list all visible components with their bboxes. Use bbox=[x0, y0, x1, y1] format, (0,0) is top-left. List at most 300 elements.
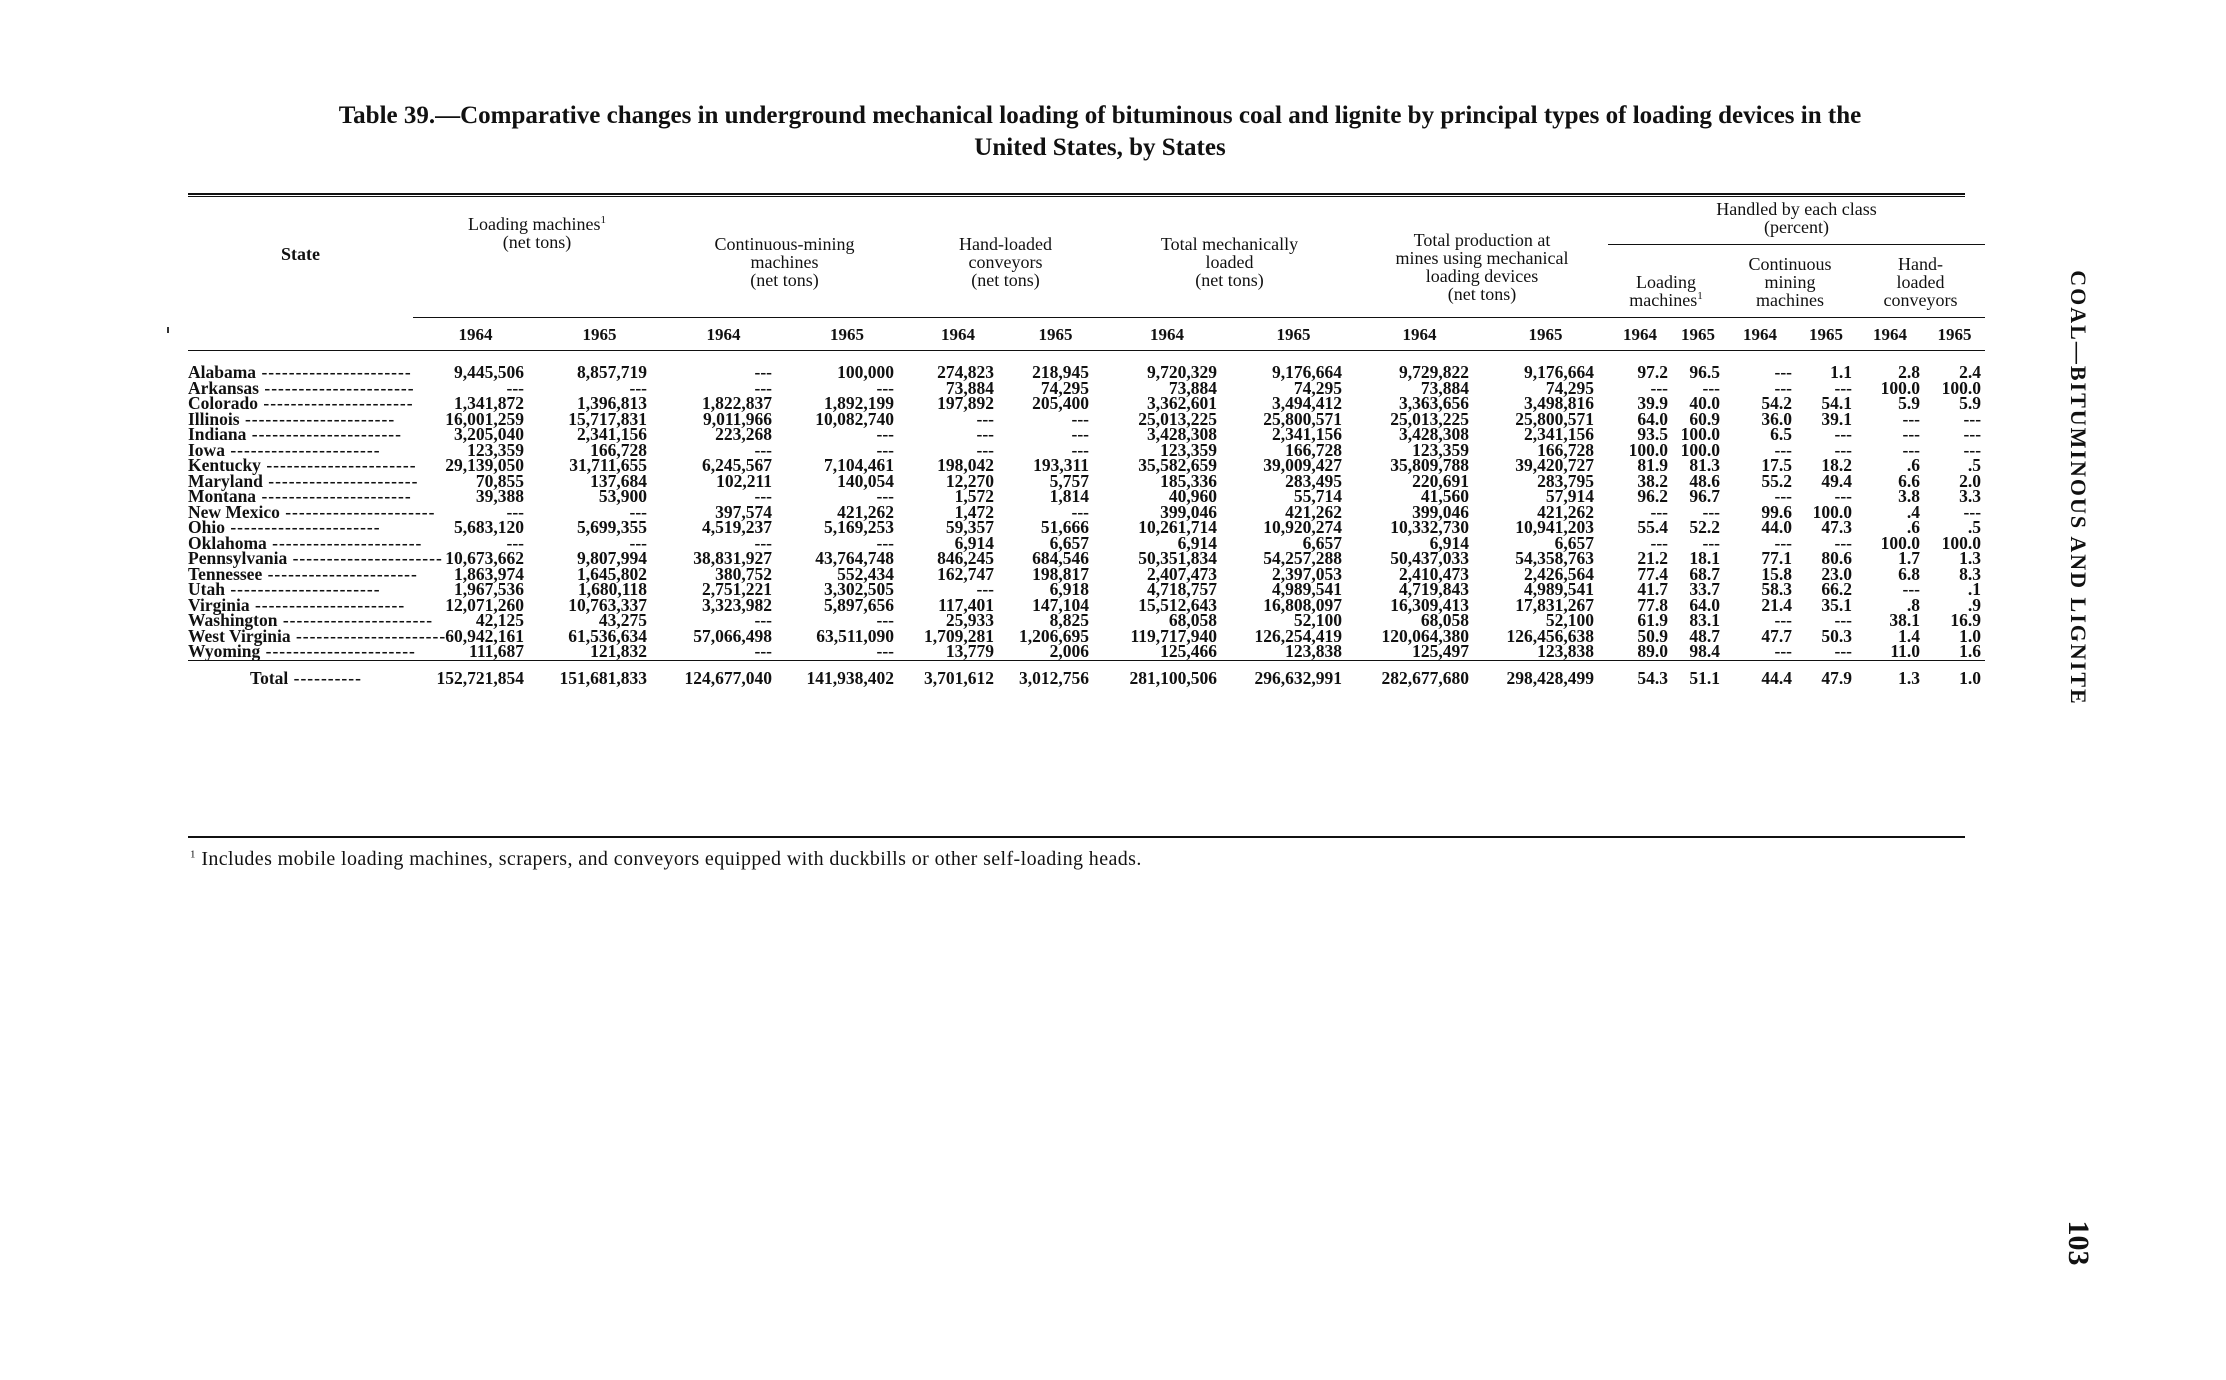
value-cell: 1,863,974 bbox=[454, 563, 524, 584]
value-cell: 35,582,659 bbox=[1138, 455, 1217, 475]
value-cell: 8,857,719 bbox=[577, 362, 647, 382]
value-cell: 2,341,156 bbox=[1272, 424, 1342, 444]
value-cell: 55.4 bbox=[1637, 517, 1668, 537]
value-cell: --- bbox=[1834, 439, 1852, 460]
value-cell: --- bbox=[1834, 610, 1852, 630]
value-cell: --- bbox=[1650, 377, 1668, 398]
value-cell: 5,683,120 bbox=[454, 517, 524, 537]
value-cell: 21.4 bbox=[1761, 594, 1792, 615]
value-cell: 1.6 bbox=[1959, 641, 1982, 661]
table-row bbox=[188, 351, 1985, 381]
value-cell: --- bbox=[1774, 486, 1792, 506]
value-cell: 282,677,680 bbox=[1356, 660, 1483, 692]
value-cell: 100.0 bbox=[1880, 532, 1920, 553]
value-cell: --- bbox=[976, 408, 994, 429]
year-1964-header: 1964 bbox=[1103, 318, 1231, 351]
state-cell: Illinois ---------------------- bbox=[188, 408, 396, 429]
value-cell: --- bbox=[1774, 377, 1792, 398]
value-cell: 96.2 bbox=[1637, 486, 1668, 506]
value-cell: 98.4 bbox=[1689, 641, 1720, 661]
year-1965-header: 1965 bbox=[1231, 318, 1356, 351]
value-cell: 74,295 bbox=[1293, 377, 1342, 398]
value-cell: 47.3 bbox=[1821, 517, 1852, 537]
year-1964-header: 1964 bbox=[908, 318, 1008, 351]
value-cell: --- bbox=[629, 377, 647, 398]
value-cell: 1,206,695 bbox=[1019, 625, 1089, 646]
value-cell: 10,941,203 bbox=[1515, 517, 1594, 537]
value-cell: 2,410,473 bbox=[1399, 563, 1469, 584]
value-cell: 43,764,748 bbox=[815, 548, 894, 568]
value-cell: --- bbox=[1963, 408, 1982, 429]
value-cell: 47.9 bbox=[1796, 660, 1856, 692]
value-cell: 43,275 bbox=[598, 610, 647, 630]
value-cell: --- bbox=[876, 424, 894, 444]
value-cell: 39.9 bbox=[1637, 393, 1668, 413]
value-cell: 96.7 bbox=[1689, 486, 1720, 506]
value-cell: 1.1 bbox=[1830, 362, 1852, 382]
value-cell: --- bbox=[1902, 408, 1920, 429]
year-1965-header: 1965 bbox=[1924, 318, 1985, 351]
value-cell: --- bbox=[1774, 532, 1792, 553]
value-cell: 33.7 bbox=[1689, 579, 1720, 599]
value-cell: 117,401 bbox=[938, 594, 994, 615]
value-cell: 6.5 bbox=[1770, 424, 1792, 444]
data-table-container bbox=[188, 198, 1982, 692]
bottom-rule bbox=[188, 836, 1965, 838]
value-cell: 6.6 bbox=[1898, 470, 1920, 491]
state-cell: Montana ---------------------- bbox=[188, 486, 412, 506]
table-title bbox=[180, 100, 2020, 164]
value-cell: 41,560 bbox=[1420, 486, 1469, 506]
value-cell: 198,042 bbox=[937, 455, 994, 475]
value-cell: 61.9 bbox=[1637, 610, 1668, 630]
top-rule-inner bbox=[188, 196, 1965, 197]
percent-group-header: Handled by each class (percent) bbox=[1608, 198, 1985, 245]
value-cell: 2,426,564 bbox=[1524, 563, 1594, 584]
value-cell: 25,013,225 bbox=[1390, 408, 1469, 429]
state-cell: Pennsylvania ---------------------- bbox=[188, 548, 443, 568]
year-1965-header: 1965 bbox=[538, 318, 661, 351]
value-cell: 64.0 bbox=[1689, 594, 1720, 615]
value-cell: --- bbox=[754, 362, 772, 382]
value-cell: --- bbox=[1963, 424, 1982, 444]
value-cell: 63,511,090 bbox=[816, 625, 894, 646]
value-cell: 38.2 bbox=[1637, 470, 1668, 491]
value-cell: 1,709,281 bbox=[924, 625, 994, 646]
year-1964-header: 1964 bbox=[413, 318, 538, 351]
value-cell: 4,718,757 bbox=[1147, 579, 1217, 599]
value-cell: 6.8 bbox=[1898, 563, 1920, 584]
state-cell: Total ---------- bbox=[188, 660, 413, 692]
value-cell: 6,914 bbox=[1429, 532, 1469, 553]
year-1965-header: 1965 bbox=[1672, 318, 1724, 351]
value-cell: .5 bbox=[1967, 517, 1982, 537]
value-cell: 2.8 bbox=[1898, 362, 1920, 382]
value-cell: --- bbox=[976, 439, 994, 460]
value-cell: 50.3 bbox=[1821, 625, 1852, 646]
value-cell: 100.0 bbox=[1812, 501, 1852, 522]
value-cell: 7,104,461 bbox=[824, 455, 894, 475]
value-cell: --- bbox=[876, 641, 894, 661]
table-title-line1: Table 39.—Comparative changes in underground mechanical loading of bituminous coal and lignite by principal types of loading devices in the bbox=[338, 102, 1862, 129]
value-cell: 5.9 bbox=[1898, 393, 1920, 413]
data-table bbox=[188, 198, 1985, 692]
value-cell: 31,711,655 bbox=[569, 455, 647, 475]
value-cell: 38,831,927 bbox=[693, 548, 772, 568]
value-cell: 54.3 bbox=[1608, 660, 1672, 692]
value-cell: 3,498,816 bbox=[1524, 393, 1594, 413]
value-cell: .5 bbox=[1967, 455, 1982, 475]
value-cell: 151,681,833 bbox=[538, 660, 661, 692]
state-cell: Tennessee ---------------------- bbox=[188, 563, 418, 584]
value-cell: 15.8 bbox=[1761, 563, 1792, 584]
year-1964-header: 1964 bbox=[1356, 318, 1483, 351]
value-cell: 49.4 bbox=[1821, 470, 1852, 491]
state-cell: Ohio ---------------------- bbox=[188, 517, 381, 537]
value-cell: 47.7 bbox=[1761, 625, 1792, 646]
value-cell: 9,445,506 bbox=[454, 362, 524, 382]
value-cell: 421,262 bbox=[1285, 501, 1342, 522]
value-cell: 25,800,571 bbox=[1263, 408, 1342, 429]
value-cell: 15,717,831 bbox=[568, 408, 647, 429]
value-cell: 3.8 bbox=[1898, 486, 1920, 506]
value-cell: 53,900 bbox=[598, 486, 647, 506]
value-cell: 8.3 bbox=[1959, 563, 1982, 584]
value-cell: --- bbox=[976, 579, 994, 599]
value-cell: 17,831,267 bbox=[1515, 594, 1594, 615]
value-cell: 220,691 bbox=[1412, 470, 1469, 491]
value-cell: 100.0 bbox=[1628, 439, 1668, 460]
value-cell: 121,832 bbox=[590, 641, 647, 661]
value-cell: 3,428,308 bbox=[1147, 424, 1217, 444]
value-cell: --- bbox=[1834, 532, 1852, 553]
value-cell: 283,495 bbox=[1285, 470, 1342, 491]
value-cell: 4,989,541 bbox=[1272, 579, 1342, 599]
value-cell: --- bbox=[876, 610, 894, 630]
value-cell: 2,341,156 bbox=[1524, 424, 1594, 444]
value-cell: --- bbox=[1834, 377, 1852, 398]
value-cell: 197,892 bbox=[937, 393, 994, 413]
value-cell: 166,728 bbox=[1285, 439, 1342, 460]
value-cell: 162,747 bbox=[937, 563, 994, 584]
pct-continuous-header: Continuous mining machines bbox=[1748, 254, 1832, 310]
value-cell: 18.2 bbox=[1821, 455, 1852, 475]
value-cell: 6,914 bbox=[954, 532, 994, 553]
value-cell: 185,336 bbox=[1160, 470, 1217, 491]
value-cell: --- bbox=[1834, 424, 1852, 444]
value-cell: 23.0 bbox=[1821, 563, 1852, 584]
value-cell: 2.0 bbox=[1959, 470, 1982, 491]
value-cell: --- bbox=[506, 532, 524, 553]
value-cell: --- bbox=[754, 377, 772, 398]
year-header-row bbox=[188, 318, 1985, 351]
value-cell: 1.7 bbox=[1898, 548, 1920, 568]
value-cell: 1,572 bbox=[954, 486, 994, 506]
year-1964-header: 1964 bbox=[1856, 318, 1924, 351]
value-cell: --- bbox=[976, 424, 994, 444]
value-cell: 41.7 bbox=[1637, 579, 1668, 599]
footnote-mark: 1 bbox=[190, 848, 196, 861]
pct-hand-header: Hand-loaded conveyors bbox=[1883, 254, 1958, 310]
value-cell: .1 bbox=[1967, 579, 1982, 599]
value-cell: 296,632,991 bbox=[1231, 660, 1356, 692]
value-cell: 3.3 bbox=[1959, 486, 1982, 506]
value-cell: --- bbox=[1071, 424, 1089, 444]
table-title-line2: United States, by States bbox=[974, 134, 1226, 161]
value-cell: 198,817 bbox=[1032, 563, 1089, 584]
value-cell: 10,261,714 bbox=[1138, 517, 1217, 537]
value-cell: 36.0 bbox=[1761, 408, 1792, 429]
value-cell: 50,351,834 bbox=[1138, 548, 1217, 568]
value-cell: --- bbox=[1774, 439, 1792, 460]
value-cell: --- bbox=[754, 486, 772, 506]
value-cell: --- bbox=[629, 501, 647, 522]
value-cell: 6,914 bbox=[1177, 532, 1217, 553]
value-cell: 1,822,837 bbox=[702, 393, 772, 413]
footnote bbox=[190, 848, 1142, 871]
value-cell: 283,795 bbox=[1537, 470, 1594, 491]
value-cell: --- bbox=[1963, 439, 1982, 460]
value-cell: 12,071,260 bbox=[445, 594, 524, 615]
value-cell: 5,699,355 bbox=[577, 517, 647, 537]
value-cell: --- bbox=[1902, 579, 1920, 599]
value-cell: 100.0 bbox=[1941, 532, 1982, 553]
state-cell: New Mexico ---------------------- bbox=[188, 501, 436, 522]
value-cell: 125,466 bbox=[1160, 641, 1217, 661]
value-cell: 5,897,656 bbox=[824, 594, 894, 615]
value-cell: .9 bbox=[1967, 594, 1982, 615]
value-cell: 9,807,994 bbox=[577, 548, 647, 568]
value-cell: 59,357 bbox=[945, 517, 994, 537]
state-cell: Utah ---------------------- bbox=[188, 579, 381, 599]
value-cell: 124,677,040 bbox=[661, 660, 786, 692]
value-cell: 421,262 bbox=[837, 501, 894, 522]
value-cell: 6,918 bbox=[1049, 579, 1089, 599]
value-cell: 57,066,498 bbox=[693, 625, 772, 646]
value-cell: --- bbox=[1702, 501, 1720, 522]
value-cell: 60.9 bbox=[1689, 408, 1720, 429]
value-cell: 152,721,854 bbox=[413, 660, 538, 692]
value-cell: 1,396,813 bbox=[577, 393, 647, 413]
value-cell: 141,938,402 bbox=[786, 660, 908, 692]
value-cell: 2.4 bbox=[1959, 362, 1982, 382]
value-cell: 29,139,050 bbox=[445, 455, 524, 475]
value-cell: 68,058 bbox=[1168, 610, 1217, 630]
total-production-header: Total production at mines using mechanical loading devices (net tons) bbox=[1395, 230, 1569, 304]
value-cell: --- bbox=[1902, 424, 1920, 444]
value-cell: 81.9 bbox=[1637, 455, 1668, 475]
value-cell: 25,933 bbox=[945, 610, 994, 630]
continuous-mining-header: Continuous-mining machines (net tons) bbox=[714, 234, 855, 290]
value-cell: 66.2 bbox=[1821, 579, 1852, 599]
state-cell: Washington ---------------------- bbox=[188, 610, 434, 630]
value-cell: 61,536,634 bbox=[568, 625, 647, 646]
value-cell: 51.1 bbox=[1672, 660, 1724, 692]
value-cell: 89.0 bbox=[1637, 641, 1668, 661]
year-1965-header: 1965 bbox=[1483, 318, 1608, 351]
value-cell: 25,013,225 bbox=[1138, 408, 1217, 429]
value-cell: --- bbox=[876, 486, 894, 506]
value-cell: 73,884 bbox=[1168, 377, 1217, 398]
value-cell: --- bbox=[1774, 362, 1792, 382]
value-cell: 166,728 bbox=[590, 439, 647, 460]
header-group-row bbox=[188, 198, 1985, 245]
value-cell: 1.0 bbox=[1959, 625, 1982, 646]
value-cell: 100.0 bbox=[1680, 439, 1720, 460]
value-cell: 52,100 bbox=[1293, 610, 1342, 630]
value-cell: 3,302,505 bbox=[824, 579, 894, 599]
value-cell: 421,262 bbox=[1537, 501, 1594, 522]
value-cell: 552,434 bbox=[837, 563, 894, 584]
value-cell: 73,884 bbox=[1420, 377, 1469, 398]
value-cell: 5,169,253 bbox=[824, 517, 894, 537]
hand-loaded-header: Hand-loaded conveyors (net tons) bbox=[959, 234, 1052, 290]
value-cell: --- bbox=[1774, 610, 1792, 630]
value-cell: 399,046 bbox=[1160, 501, 1217, 522]
value-cell: 60,942,161 bbox=[445, 625, 524, 646]
value-cell: 39.1 bbox=[1821, 408, 1852, 429]
value-cell: 13,779 bbox=[945, 641, 994, 661]
value-cell: 74,295 bbox=[1545, 377, 1594, 398]
state-cell: Maryland ---------------------- bbox=[188, 470, 419, 491]
value-cell: --- bbox=[876, 439, 894, 460]
value-cell: 2,751,221 bbox=[702, 579, 772, 599]
pct-loading-header: Loading machines$^1$ bbox=[1629, 272, 1703, 310]
value-cell: 6,245,567 bbox=[702, 455, 772, 475]
value-cell: 846,245 bbox=[937, 548, 994, 568]
value-cell: 68.7 bbox=[1689, 563, 1720, 584]
value-cell: 48.6 bbox=[1689, 470, 1720, 491]
value-cell: 1,892,199 bbox=[824, 393, 894, 413]
value-cell: 3,205,040 bbox=[454, 424, 524, 444]
value-cell: 38.1 bbox=[1889, 610, 1920, 630]
value-cell: --- bbox=[1650, 501, 1668, 522]
value-cell: 205,400 bbox=[1032, 393, 1089, 413]
value-cell: 99.6 bbox=[1761, 501, 1792, 522]
year-1965-header: 1965 bbox=[1796, 318, 1856, 351]
value-cell: 100.0 bbox=[1880, 377, 1920, 398]
loading-machines-header: Loading machines$^1$ (net tons) bbox=[468, 214, 606, 252]
value-cell: 25,800,571 bbox=[1515, 408, 1594, 429]
value-cell: 1,680,118 bbox=[577, 579, 647, 599]
value-cell: 5,757 bbox=[1049, 470, 1089, 491]
value-cell: 3,494,412 bbox=[1272, 393, 1342, 413]
value-cell: 44.4 bbox=[1724, 660, 1796, 692]
value-cell: 3,323,982 bbox=[702, 594, 772, 615]
state-cell: Alabama ---------------------- bbox=[188, 362, 412, 382]
value-cell: 140,054 bbox=[837, 470, 894, 491]
value-cell: 54.1 bbox=[1821, 393, 1852, 413]
value-cell: 100.0 bbox=[1680, 424, 1720, 444]
value-cell: 397,574 bbox=[715, 501, 772, 522]
value-cell: 100.0 bbox=[1941, 377, 1982, 398]
value-cell: --- bbox=[1834, 641, 1852, 661]
value-cell: 9,729,822 bbox=[1399, 362, 1469, 382]
value-cell: --- bbox=[1071, 408, 1089, 429]
year-1964-header: 1964 bbox=[661, 318, 786, 351]
value-cell: 6,657 bbox=[1049, 532, 1089, 553]
value-cell: 2,397,053 bbox=[1272, 563, 1342, 584]
value-cell: 123,838 bbox=[1537, 641, 1594, 661]
value-cell: 70,855 bbox=[475, 470, 524, 491]
value-cell: 9,011,966 bbox=[702, 408, 772, 429]
value-cell: 100,000 bbox=[837, 362, 894, 382]
total-mechanically-loaded-header: Total mechanically loaded (net tons) bbox=[1160, 234, 1299, 290]
value-cell: 10,920,274 bbox=[1263, 517, 1342, 537]
value-cell: 35.1 bbox=[1821, 594, 1852, 615]
value-cell: --- bbox=[506, 377, 524, 398]
value-cell: 73,884 bbox=[945, 377, 994, 398]
value-cell: 298,428,499 bbox=[1483, 660, 1608, 692]
value-cell: --- bbox=[1902, 439, 1920, 460]
value-cell: .6 bbox=[1906, 455, 1920, 475]
value-cell: 123,838 bbox=[1285, 641, 1342, 661]
value-cell: 1,967,536 bbox=[454, 579, 524, 599]
value-cell: --- bbox=[876, 377, 894, 398]
value-cell: 21.2 bbox=[1637, 548, 1668, 568]
value-cell: 125,497 bbox=[1412, 641, 1469, 661]
value-cell: 96.5 bbox=[1689, 362, 1720, 382]
value-cell: 274,823 bbox=[937, 362, 994, 382]
value-cell: 166,728 bbox=[1537, 439, 1594, 460]
value-cell: 1.0 bbox=[1924, 660, 1985, 692]
value-cell: 77.4 bbox=[1637, 563, 1668, 584]
table-body bbox=[188, 351, 1985, 693]
state-cell: Iowa ---------------------- bbox=[188, 439, 381, 460]
value-cell: 126,254,419 bbox=[1254, 625, 1342, 646]
state-cell: Wyoming ---------------------- bbox=[188, 641, 416, 661]
year-1964-header: 1964 bbox=[1724, 318, 1796, 351]
value-cell: 2,341,156 bbox=[577, 424, 647, 444]
value-cell: 3,363,656 bbox=[1399, 393, 1469, 413]
value-cell: 102,211 bbox=[716, 470, 772, 491]
value-cell: 39,420,727 bbox=[1515, 455, 1594, 475]
value-cell: 193,311 bbox=[1033, 455, 1089, 475]
state-cell: Indiana ---------------------- bbox=[188, 424, 402, 444]
value-cell: 3,362,601 bbox=[1147, 393, 1217, 413]
page-number: 103 bbox=[2062, 1220, 2095, 1266]
value-cell: 223,268 bbox=[715, 424, 772, 444]
value-cell: --- bbox=[754, 641, 772, 661]
state-header: State bbox=[281, 243, 320, 264]
value-cell: 9,176,664 bbox=[1524, 362, 1594, 382]
value-cell: 77.8 bbox=[1637, 594, 1668, 615]
table-row bbox=[188, 644, 1985, 660]
value-cell: 123,359 bbox=[1412, 439, 1469, 460]
value-cell: 15,512,643 bbox=[1138, 594, 1217, 615]
value-cell: 10,763,337 bbox=[568, 594, 647, 615]
state-cell: Colorado ---------------------- bbox=[188, 393, 414, 413]
year-1964-header: 1964 bbox=[1608, 318, 1672, 351]
value-cell: 10,673,662 bbox=[445, 548, 524, 568]
value-cell: 52.2 bbox=[1689, 517, 1720, 537]
value-cell: .4 bbox=[1906, 501, 1920, 522]
state-cell: Virginia ---------------------- bbox=[188, 594, 406, 615]
value-cell: 80.6 bbox=[1821, 548, 1852, 568]
value-cell: 55,714 bbox=[1293, 486, 1342, 506]
value-cell: 123,359 bbox=[467, 439, 524, 460]
value-cell: --- bbox=[754, 532, 772, 553]
value-cell: 1.3 bbox=[1856, 660, 1924, 692]
value-cell: --- bbox=[754, 439, 772, 460]
value-cell: 4,519,237 bbox=[702, 517, 772, 537]
value-cell: --- bbox=[1071, 501, 1089, 522]
value-cell: 39,009,427 bbox=[1263, 455, 1342, 475]
value-cell: 1,341,872 bbox=[454, 393, 524, 413]
value-cell: 54.2 bbox=[1761, 393, 1792, 413]
state-cell: Kentucky ---------------------- bbox=[188, 455, 417, 475]
value-cell: 18.1 bbox=[1689, 548, 1720, 568]
